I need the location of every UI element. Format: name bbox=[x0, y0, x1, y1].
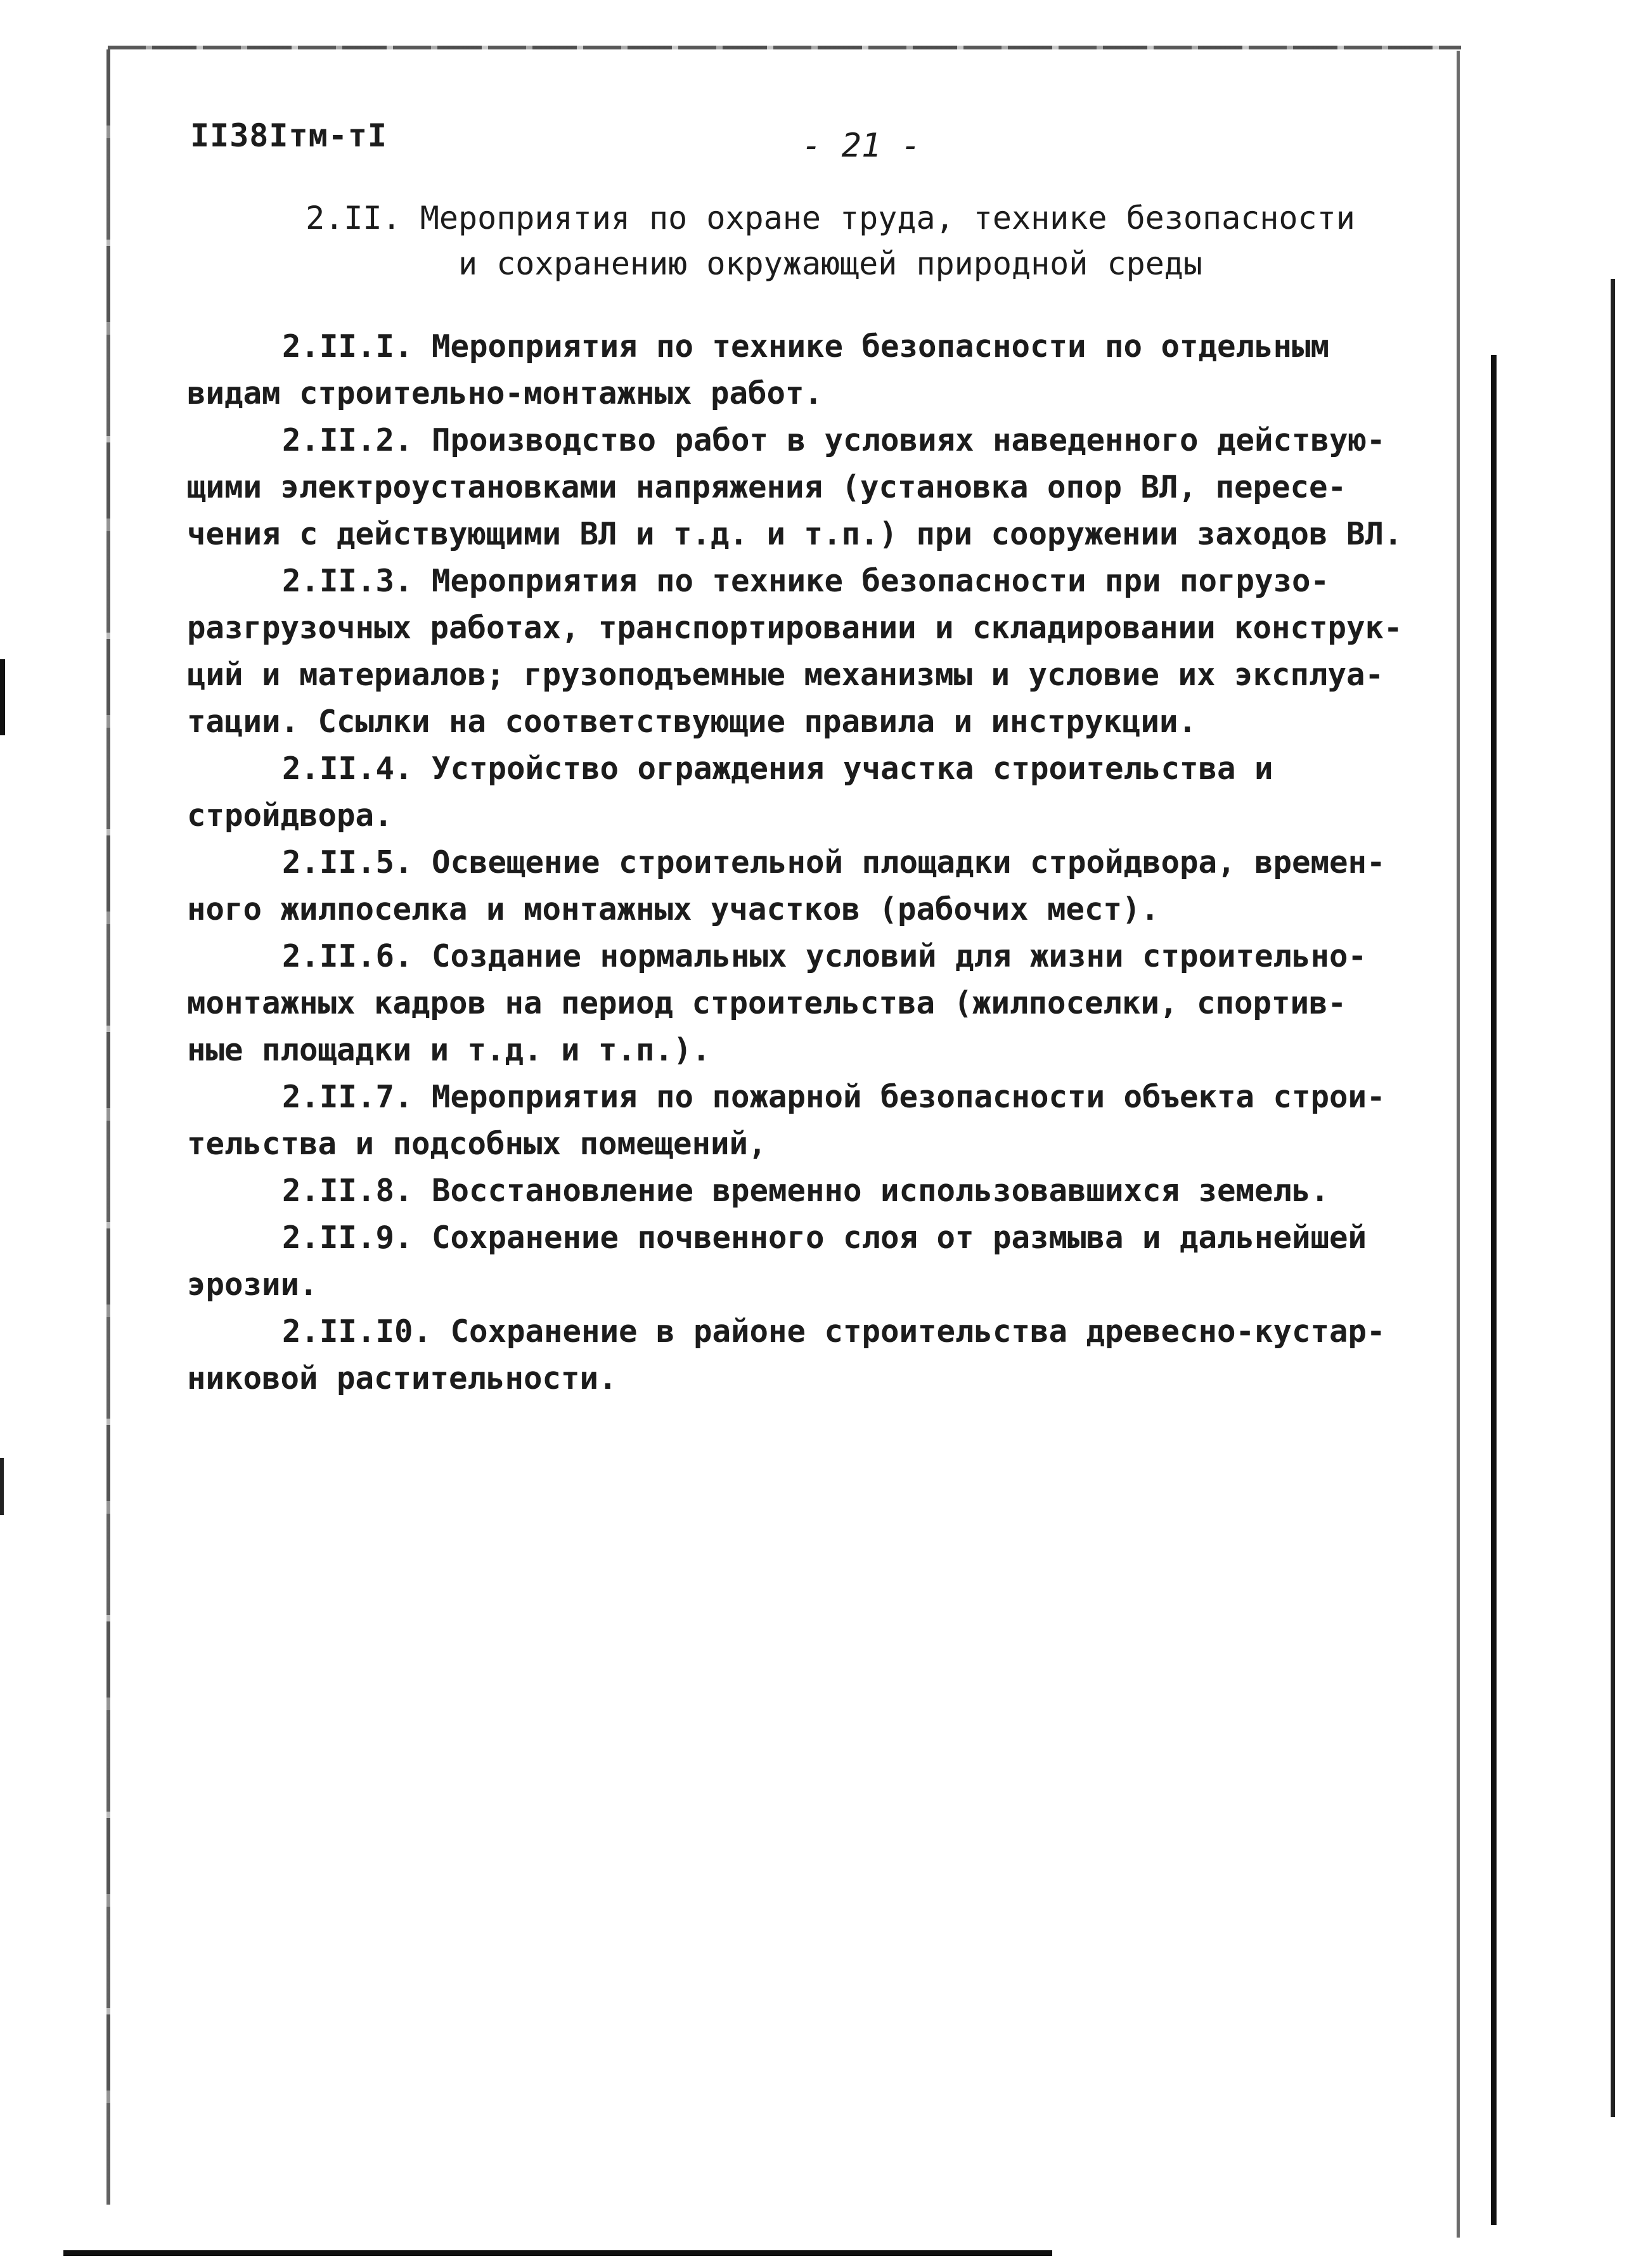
text-line: ного жилпоселка и монтажных участков (рабочих мест). bbox=[187, 891, 1160, 927]
scan-border-left bbox=[106, 49, 110, 2205]
text-line: 2.II.I0. Сохранение в районе строительства древесно-кустар- bbox=[282, 1313, 1386, 1350]
paragraph-2-11-1 bbox=[187, 323, 1442, 417]
paragraph-2-11-4 bbox=[187, 745, 1442, 839]
text-line: 2.II.2. Производство работ в условиях наведенного действую- bbox=[282, 422, 1386, 458]
paragraph-2-11-7 bbox=[187, 1074, 1442, 1168]
text-line: 2.II.9. Сохранение почвенного слоя от размыва и дальнейшей bbox=[282, 1220, 1367, 1256]
scan-border-top bbox=[108, 46, 1461, 49]
text-line: 2.II.4. Устройство ограждения участка строительства и bbox=[282, 751, 1273, 787]
scan-border-right-edge bbox=[1611, 279, 1615, 2117]
text-line: 2.II.8. Восстановление временно использовавшихся земель. bbox=[282, 1173, 1330, 1209]
paragraph-2-11-3 bbox=[187, 558, 1442, 745]
paragraph-2-11-10 bbox=[187, 1308, 1442, 1402]
text-line: никовой растительности. bbox=[187, 1360, 617, 1396]
paragraph-2-11-5 bbox=[187, 839, 1442, 933]
scan-border-right bbox=[1457, 51, 1460, 2238]
text-line: ные площадки и т.д. и т.п.). bbox=[187, 1032, 711, 1068]
paragraph-2-11-6 bbox=[187, 933, 1442, 1074]
text-line: 2.II.6. Создание нормальных условий для жизни строительно- bbox=[282, 938, 1367, 974]
page-number: - 21 - bbox=[802, 127, 921, 165]
text-line: 2.II.I. Мероприятия по технике безопасности по отдельным bbox=[282, 328, 1330, 364]
text-line: монтажных кадров на период строительства (жилпоселки, спортив- bbox=[187, 985, 1347, 1021]
text-line: стройдвора. bbox=[187, 797, 393, 834]
text-line: ций и материалов; грузоподъемные механизмы и условие их эксплуа- bbox=[187, 657, 1384, 693]
document-code: II38Iтм-тI bbox=[190, 117, 388, 154]
section-heading bbox=[292, 195, 1369, 287]
document-body bbox=[187, 323, 1442, 1402]
text-line: 2.II.7. Мероприятия по пожарной безопасности объекта строи- bbox=[282, 1079, 1386, 1115]
text-line: тации. Ссылки на соответствующие правила и инструкции. bbox=[187, 704, 1197, 740]
text-line: щими электроустановками напряжения (установка опор ВЛ, пересе- bbox=[187, 469, 1347, 505]
paragraph-2-11-8 bbox=[187, 1168, 1442, 1215]
heading-line: 2.II. Мероприятия по охране труда, технике безопасности bbox=[306, 200, 1355, 236]
scan-border-bottom bbox=[63, 2250, 1052, 2256]
paragraph-2-11-9 bbox=[187, 1215, 1442, 1308]
scan-border-right-thick bbox=[1491, 355, 1497, 2225]
paragraph-2-11-2 bbox=[187, 417, 1442, 558]
heading-line: и сохранению окружающей природной среды bbox=[458, 245, 1202, 282]
text-line: чения с действующими ВЛ и т.д. и т.п.) при сооружении заходов ВЛ. bbox=[187, 516, 1403, 552]
scan-edge-mark bbox=[0, 1458, 4, 1515]
text-line: видам строительно-монтажных работ. bbox=[187, 375, 823, 411]
text-line: 2.II.3. Мероприятия по технике безопасности при погрузо- bbox=[282, 563, 1330, 599]
text-line: 2.II.5. Освещение строительной площадки стройдвора, времен- bbox=[282, 844, 1386, 880]
text-line: эрозии. bbox=[187, 1266, 318, 1303]
scan-edge-mark bbox=[0, 659, 5, 735]
text-line: разгрузочных работах, транспортировании и складировании конструк- bbox=[187, 610, 1403, 646]
text-line: тельства и подсобных помещений, bbox=[187, 1126, 767, 1162]
